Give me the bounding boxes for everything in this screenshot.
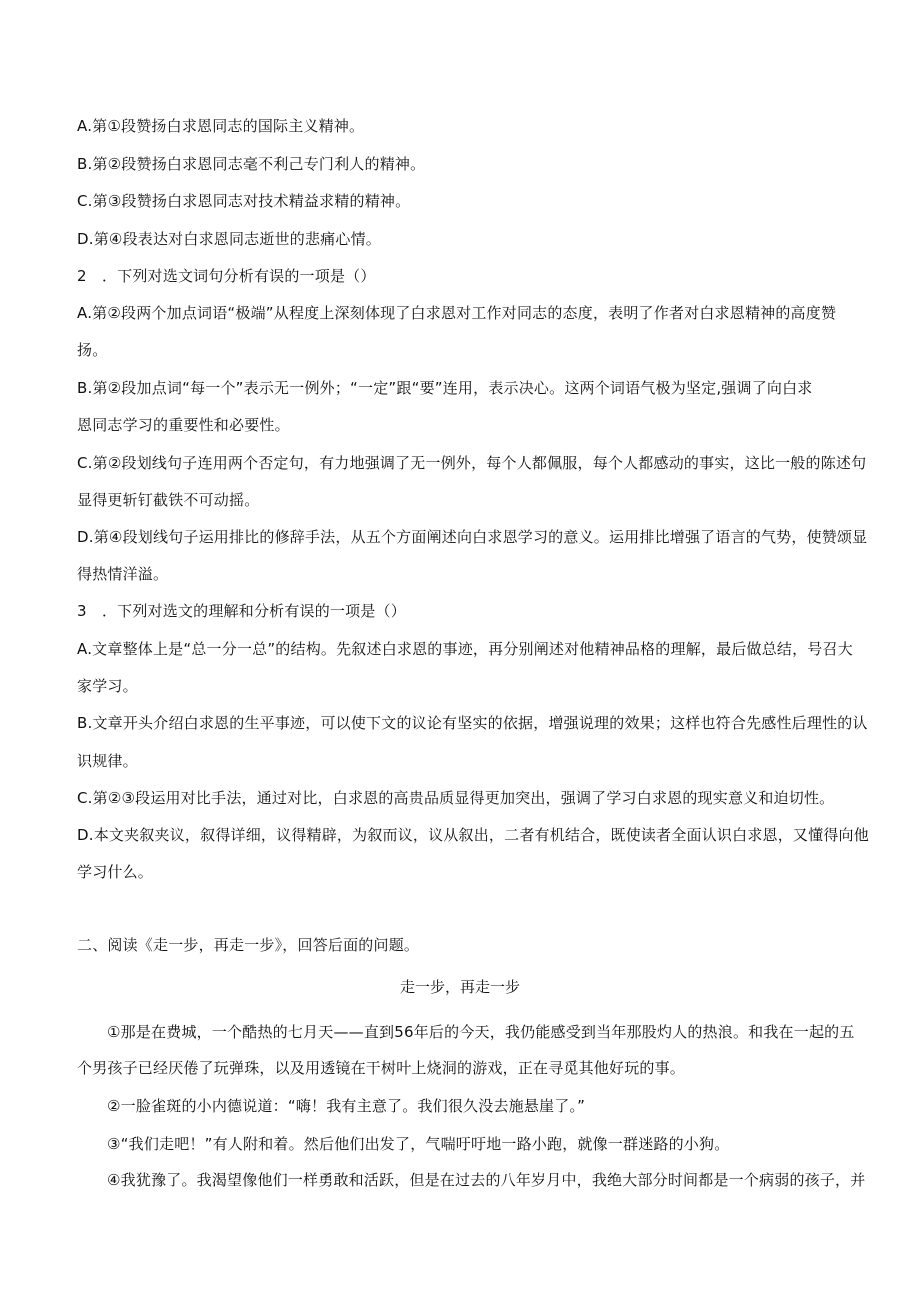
q1-option-d: D.第④段表达对白求恩同志逝世的悲痛心情。 bbox=[77, 230, 381, 248]
q3-option-d-line2: 学习什么。 bbox=[77, 863, 154, 881]
q3-option-d-line1: D.本文夹叙夹议，叙得详细，议得精辟，为叙而议，议从叙出，二者有机结合，既使读者全面认识白求恩，又懂得向他 bbox=[77, 826, 869, 844]
q2-option-a-line1: A.第②段两个加点词语“极端”从程度上深刻体现了白求恩对工作对同志的态度，表明了作者对白求恩精神的高度赞 bbox=[77, 304, 837, 322]
q3-option-c-line1: C.第②③段运用对比手法，通过对比，白求恩的高贵品质显得更加突出，强调了学习白求恩的现实意义和迫切性。 bbox=[77, 789, 835, 807]
q3-option-a-line1: A.文章整体上是“总一分一总”的结构。先叙述白求恩的事迹，再分别阐述对他精神品格的理解，最后做总结，号召大 bbox=[77, 640, 853, 658]
q1-option-a: A.第①段赞扬白求恩同志的国际主义精神。 bbox=[77, 117, 365, 135]
q3-option-a-line2: 家学习。 bbox=[77, 677, 138, 695]
section-heading: 二、阅读《走一步，再走一步》，回答后面的问题。 bbox=[77, 936, 420, 954]
q2-option-b-line1: B.第②段加点词“每一个”表示无一例外；“一定”跟“要”连用，表示决心。这两个词语气极为坚定,强调了向白求 bbox=[77, 379, 813, 397]
paragraph-1-line2: 个男孩子已经厌倦了玩弹珠，以及用透镜在干树叶上烧洞的游戏，正在寻觅其他好玩的事。 bbox=[77, 1059, 686, 1077]
q1-option-b: B.第②段赞扬白求恩同志毫不利己专门利人的精神。 bbox=[77, 155, 426, 173]
q2-option-d-line1: D.第④段划线句子运用排比的修辞手法，从五个方面阐述向白求恩学习的意义。运用排比增强了语言的气势，使赞颂显 bbox=[77, 528, 868, 546]
q1-option-c: C.第③段赞扬白求恩同志对技术精益求精的精神。 bbox=[77, 192, 411, 210]
paragraph-4-line1: ④我犹豫了。我渴望像他们一样勇敢和活跃，但是在过去的八年岁月中，我绝大部分时间都是一个病弱的孩子，并 bbox=[107, 1171, 866, 1189]
q3-option-b-line1: B.文章开头介绍白求恩的生平事迹，可以使下文的议论有坚实的依据，增强说理的效果；这样也符合先感性后理性的认 bbox=[77, 714, 868, 732]
q3-stem: 3 ．下列对选文的理解和分析有误的一项是（） bbox=[77, 602, 406, 620]
q2-option-d-line2: 得热情洋溢。 bbox=[77, 565, 169, 583]
q2-stem: 2 ．下列对选文词句分析有误的一项是（） bbox=[77, 267, 376, 285]
q2-option-a-line2: 扬。 bbox=[77, 341, 108, 359]
passage-title: 走一步，再走一步 bbox=[399, 978, 520, 996]
q2-option-b-line2: 恩同志学习的重要性和必要性。 bbox=[77, 416, 290, 434]
paragraph-2: ②一脸雀斑的小内德说道：“嗨！我有主意了。我们很久没去施悬崖了。” bbox=[107, 1097, 586, 1115]
paragraph-1-line1: ①那是在费城，一个酷热的七月天——直到56年后的今天，我仍能感受到当年那股灼人的热浪。和我在一起的五 bbox=[107, 1023, 855, 1041]
q2-option-c-line1: C.第②段划线句子连用两个否定句，有力地强调了无一例外，每个人都佩服，每个人都感动的事实，这比一般的陈述句 bbox=[77, 454, 867, 472]
q2-option-c-line2: 显得更斩钉截铁不可动摇。 bbox=[77, 491, 260, 509]
q3-option-b-line2: 识规律。 bbox=[77, 752, 138, 770]
paragraph-3: ③“我们走吧！”有人附和着。然后他们出发了，气喘吁吁地一路小跑，就像一群迷路的小狗。 bbox=[107, 1135, 730, 1153]
